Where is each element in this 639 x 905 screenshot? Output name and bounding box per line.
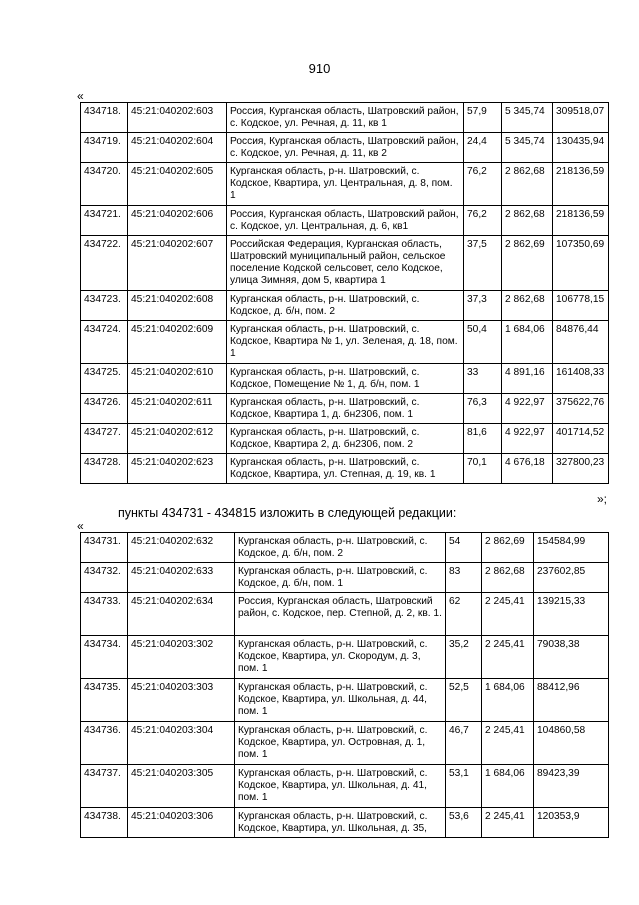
address-cell: Курганская область, р-н. Шатровский, с. Кодское, Помещение № 1, д. б/н, пом. 1 (227, 364, 464, 394)
price-cell: 2 862,68 (502, 163, 553, 206)
cadastral-number-cell: 45:21:040202:632 (128, 533, 235, 563)
cadastral-number-cell: 45:21:040203:305 (128, 765, 235, 808)
page-number: 910 (308, 61, 331, 76)
price-cell: 2 862,68 (502, 291, 553, 321)
table-row (81, 291, 609, 321)
row-number-cell: 434731. (81, 533, 128, 563)
closing-quote: »; (597, 492, 608, 506)
address-cell: Курганская область, р-н. Шатровский, с. Кодское, Квартира, ул. Островная, д. 1, пом. 1 (235, 722, 446, 765)
cadastral-number-cell: 45:21:040202:609 (128, 321, 227, 364)
table-row (81, 454, 609, 484)
row-number-cell: 434720. (81, 163, 128, 206)
value-cell: 401714,52 (553, 424, 609, 454)
table-row (81, 563, 609, 593)
row-number-cell: 434728. (81, 454, 128, 484)
area-cell: 52,5 (446, 679, 482, 722)
cadastral-number-cell: 45:21:040203:306 (128, 808, 235, 838)
price-cell: 2 245,41 (482, 593, 534, 636)
table-row (81, 394, 609, 424)
opening-quote-2: « (77, 519, 84, 533)
address-cell: Курганская область, р-н. Шатровский, с. Кодское, Квартира № 1, ул. Зеленая, д. 18, пом. 1 (227, 321, 464, 364)
price-cell: 5 345,74 (502, 103, 553, 133)
row-number-cell: 434726. (81, 394, 128, 424)
price-cell: 4 922,97 (502, 424, 553, 454)
address-cell: Курганская область, р-н. Шатровский, с. Кодское, Квартира 2, д. бн2306, пом. 2 (227, 424, 464, 454)
area-cell: 62 (446, 593, 482, 636)
price-cell: 2 245,41 (482, 636, 534, 679)
cadastral-number-cell: 45:21:040202:608 (128, 291, 227, 321)
table-row (81, 722, 609, 765)
price-cell: 2 862,68 (502, 206, 553, 236)
cadastral-number-cell: 45:21:040203:304 (128, 722, 235, 765)
address-cell: Россия, Курганская область, Шатровский район, с. Кодское, ул. Центральная, д. 6, кв1 (227, 206, 464, 236)
address-cell: Российская Федерация, Курганская область, Шатровский муниципальный район, сельское поселение Кодской сельсовет, село Кодское, улица Зимняя, дом 5, квартира 1 (227, 236, 464, 291)
row-number-cell: 434727. (81, 424, 128, 454)
property-table-1 (80, 102, 609, 484)
row-number-cell: 434725. (81, 364, 128, 394)
row-number-cell: 434735. (81, 679, 128, 722)
value-cell: 106778,15 (553, 291, 609, 321)
property-table-2 (80, 532, 609, 838)
area-cell: 37,5 (464, 236, 502, 291)
table-row (81, 163, 609, 206)
price-cell: 2 862,69 (502, 236, 553, 291)
cadastral-number-cell: 45:21:040202:607 (128, 236, 227, 291)
price-cell: 2 245,41 (482, 722, 534, 765)
row-number-cell: 434722. (81, 236, 128, 291)
row-number-cell: 434738. (81, 808, 128, 838)
value-cell: 89423,39 (534, 765, 609, 808)
value-cell: 327800,23 (553, 454, 609, 484)
cadastral-number-cell: 45:21:040202:612 (128, 424, 227, 454)
area-cell: 53,6 (446, 808, 482, 838)
address-cell: Россия, Курганская область, Шатровский район, с. Кодское, ул. Речная, д. 11, кв 1 (227, 103, 464, 133)
price-cell: 2 862,69 (482, 533, 534, 563)
price-cell: 4 676,18 (502, 454, 553, 484)
area-cell: 37,3 (464, 291, 502, 321)
value-cell: 309518,07 (553, 103, 609, 133)
row-number-cell: 434737. (81, 765, 128, 808)
cadastral-number-cell: 45:21:040202:604 (128, 133, 227, 163)
table-row (81, 103, 609, 133)
value-cell: 84876,44 (553, 321, 609, 364)
cadastral-number-cell: 45:21:040202:623 (128, 454, 227, 484)
cadastral-number-cell: 45:21:040202:606 (128, 206, 227, 236)
cadastral-number-cell: 45:21:040202:611 (128, 394, 227, 424)
price-cell: 1 684,06 (502, 321, 553, 364)
area-cell: 33 (464, 364, 502, 394)
row-number-cell: 434721. (81, 206, 128, 236)
cadastral-number-cell: 45:21:040202:634 (128, 593, 235, 636)
table-row (81, 593, 609, 636)
value-cell: 79038,38 (534, 636, 609, 679)
row-number-cell: 434724. (81, 321, 128, 364)
table-row (81, 236, 609, 291)
address-cell: Курганская область, р-н. Шатровский, с. Кодское, Квартира, ул. Школьная, д. 35, (235, 808, 446, 838)
area-cell: 70,1 (464, 454, 502, 484)
row-number-cell: 434736. (81, 722, 128, 765)
address-cell: Курганская область, р-н. Шатровский, с. Кодское, д. б/н, пом. 2 (227, 291, 464, 321)
table-row (81, 765, 609, 808)
price-cell: 2 862,68 (482, 563, 534, 593)
table-row (81, 206, 609, 236)
area-cell: 35,2 (446, 636, 482, 679)
address-cell: Курганская область, р-н. Шатровский, с. Кодское, д. б/н, пом. 1 (235, 563, 446, 593)
address-cell: Курганская область, р-н. Шатровский, с. Кодское, Квартира, ул. Школьная, д. 44, пом. 1 (235, 679, 446, 722)
opening-quote: « (77, 89, 84, 103)
price-cell: 1 684,06 (482, 679, 534, 722)
row-number-cell: 434734. (81, 636, 128, 679)
value-cell: 375622,76 (553, 394, 609, 424)
area-cell: 76,3 (464, 394, 502, 424)
row-number-cell: 434723. (81, 291, 128, 321)
area-cell: 24,4 (464, 133, 502, 163)
price-cell: 5 345,74 (502, 133, 553, 163)
price-cell: 1 684,06 (482, 765, 534, 808)
cadastral-number-cell: 45:21:040202:605 (128, 163, 227, 206)
area-cell: 76,2 (464, 206, 502, 236)
price-cell: 4 891,16 (502, 364, 553, 394)
value-cell: 107350,69 (553, 236, 609, 291)
table-row (81, 808, 609, 838)
table-row (81, 364, 609, 394)
table-row (81, 636, 609, 679)
address-cell: Россия, Курганская область, Шатровский район, с. Кодское, ул. Речная, д. 11, кв 2 (227, 133, 464, 163)
price-cell: 4 922,97 (502, 394, 553, 424)
table-row (81, 321, 609, 364)
row-number-cell: 434733. (81, 593, 128, 636)
address-cell: Курганская область, р-н. Шатровский, с. Кодское, Квартира, ул. Скородум, д. 3, пом. 1 (235, 636, 446, 679)
address-cell: Россия, Курганская область, Шатровский район, с. Кодское, пер. Степной, д. 2, кв. 1. (235, 593, 446, 636)
table-row (81, 679, 609, 722)
value-cell: 154584,99 (534, 533, 609, 563)
table-row (81, 424, 609, 454)
table-row (81, 533, 609, 563)
amendment-instruction: пункты 434731 - 434815 изложить в следующей редакции: (118, 506, 457, 520)
value-cell: 218136,59 (553, 206, 609, 236)
area-cell: 76,2 (464, 163, 502, 206)
address-cell: Курганская область, р-н. Шатровский, с. Кодское, Квартира, ул. Степная, д. 19, кв. 1 (227, 454, 464, 484)
cadastral-number-cell: 45:21:040203:302 (128, 636, 235, 679)
value-cell: 237602,85 (534, 563, 609, 593)
row-number-cell: 434718. (81, 103, 128, 133)
area-cell: 53,1 (446, 765, 482, 808)
cadastral-number-cell: 45:21:040202:610 (128, 364, 227, 394)
address-cell: Курганская область, р-н. Шатровский, с. Кодское, Квартира, ул. Школьная, д. 41, пом. 1 (235, 765, 446, 808)
price-cell: 2 245,41 (482, 808, 534, 838)
area-cell: 83 (446, 563, 482, 593)
value-cell: 120353,9 (534, 808, 609, 838)
address-cell: Курганская область, р-н. Шатровский, с. Кодское, Квартира, ул. Центральная, д. 8, пом. 1 (227, 163, 464, 206)
cadastral-number-cell: 45:21:040203:303 (128, 679, 235, 722)
value-cell: 88412,96 (534, 679, 609, 722)
area-cell: 81,6 (464, 424, 502, 454)
area-cell: 54 (446, 533, 482, 563)
area-cell: 50,4 (464, 321, 502, 364)
value-cell: 104860,58 (534, 722, 609, 765)
row-number-cell: 434732. (81, 563, 128, 593)
value-cell: 130435,94 (553, 133, 609, 163)
address-cell: Курганская область, р-н. Шатровский, с. Кодское, Квартира 1, д. бн2306, пом. 1 (227, 394, 464, 424)
cadastral-number-cell: 45:21:040202:633 (128, 563, 235, 593)
table-row (81, 133, 609, 163)
cadastral-number-cell: 45:21:040202:603 (128, 103, 227, 133)
value-cell: 218136,59 (553, 163, 609, 206)
address-cell: Курганская область, р-н. Шатровский, с. Кодское, д. б/н, пом. 2 (235, 533, 446, 563)
value-cell: 139215,33 (534, 593, 609, 636)
area-cell: 57,9 (464, 103, 502, 133)
value-cell: 161408,33 (553, 364, 609, 394)
row-number-cell: 434719. (81, 133, 128, 163)
area-cell: 46,7 (446, 722, 482, 765)
